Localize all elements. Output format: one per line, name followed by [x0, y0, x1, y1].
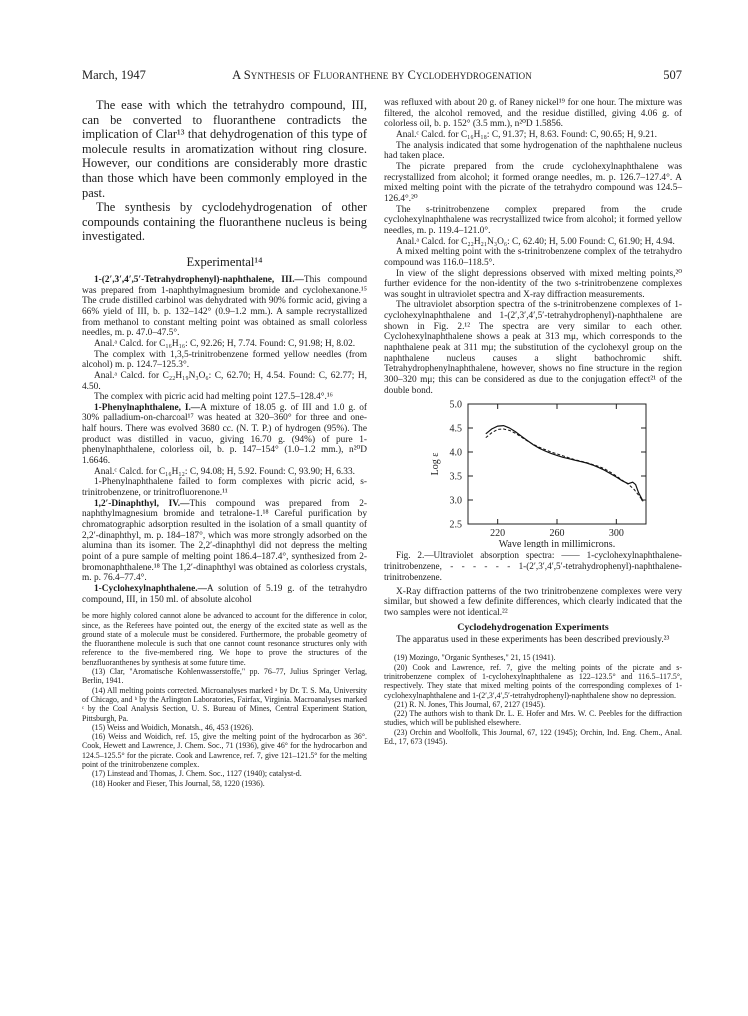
plot-frame — [468, 404, 646, 524]
y-tick-label: 4.0 — [449, 447, 462, 459]
footnote: (19) Mozingo, "Organic Syntheses," 21, 15 (1941). — [394, 653, 556, 663]
experimental-paragraph — [82, 403, 367, 467]
right-body — [384, 98, 682, 396]
paragraph-text: This compound was prepared from 1-naphthylmagnesium bromide and cyclohexanone.¹⁵ The crude distilled carbinol was dehydrated with 90% formic acid, giving a 66% yield of III, b. p. 132–142° (0.9–1.2 mm.). A sample recrystallized from methanol to constant melting point was obtained as small colorless needles, m. p. 47.0–47.5°. — [82, 274, 367, 339]
footnote: (15) Weiss and Woidich, Monatsh., 46, 453 (1926). — [92, 722, 254, 732]
paragraph-text: 1-Phenylnaphthalene failed to form complexes with picric acid, s-trinitrobenzene, or trinitrofluorenone.¹¹ — [82, 477, 367, 499]
figure-caption: Fig. 2.—Ultraviolet absorption spectra: —— 1-cyclohexylnaphthalene-trinitrobenzene, - - - - - - 1-(2′,3′,4′,5′-tetrahydrophenyl)-naphthalene-trinitrobenzene. — [384, 550, 682, 582]
experimental-paragraph — [82, 499, 367, 584]
uv-spectra-chart — [384, 398, 682, 548]
paragraph-text: Anal.ᵃ Calcd. for C₂₂H₁₉N₃O₆: C, 62.70; H, 4.54. Found: C, 62.77; H, 4.50. — [82, 370, 367, 392]
intro-paragraph: The synthesis by cyclodehydrogenation of other compounds containing the fluoranthene nucleus is being investigated. — [82, 200, 367, 244]
footnote: (18) Hooker and Fieser, This Journal, 58, 1220 (1936). — [92, 778, 265, 788]
xray-paragraph: X-Ray diffraction patterns of the two trinitrobenzene complexes were very similar, but showed a few definite differences, which clearly indicated that the two samples were not identical.²² — [384, 586, 682, 619]
footnote: (22) The authors wish to thank Dr. L. E. Hofer and Mrs. W. C. Peebles for the diffraction studies, which will be published elsewhere. — [384, 709, 682, 728]
paragraph-text: The complex with picric acid had melting point 127.5–128.4°.¹⁶ — [94, 392, 333, 403]
compound-heading: 1-Phenylnaphthalene, I.— — [94, 402, 201, 413]
running-head-date: March, 1947 — [82, 68, 146, 82]
x-axis-label: Wave length in millimicrons. — [498, 539, 616, 549]
right-paragraph: The picrate prepared from the crude cyclohexylnaphthalene was recrystallized from alcohol; it formed orange needles, m. p. 126.7–127.4°. A mixed melting point with the picrate of the tetrahydro compound was 124.5–126.4°.²⁰ — [384, 161, 682, 204]
footnote: (16) Weiss and Woidich, ref. 15, give the melting point of the hydrocarbon as 36°. Cook, Hewett and Lawrence, J. Chem. Soc., 71 (1936), give 46° for the hydrocarbon and 124.5–125.5° for the picrate. Cook and Lawrence, ref. 7, give 121–121.5° for the melting point of the trinitrobenzene complex. — [82, 732, 367, 770]
y-axis-label: Log ε — [430, 452, 441, 476]
left-column — [82, 98, 367, 788]
compound-heading: 1-(2′,3′,4′,5′-Tetrahydrophenyl)-naphthalene, III.— — [94, 274, 304, 285]
paragraph-text: A solution of 5.19 g. of the tetrahydro compound, III, in 150 ml. of absolute alcohol — [82, 583, 367, 605]
right-paragraph: The s-trinitrobenzene complex prepared from the crude cyclohexylnaphthalene was recrystallized twice from alcohol; it formed yellow needles, m. p. 119.4–121.0°. — [384, 204, 682, 236]
footnote: (21) R. N. Jones, This Journal, 67, 2127 (1945). — [394, 699, 546, 709]
y-tick-label: 3.0 — [449, 495, 462, 507]
footnotes-right — [384, 653, 682, 746]
intro-paragraph: The ease with which the tetrahydro compound, III, can be converted to fluoranthene contradicts the implication of Clar¹³ that dehydrogenation of this type of molecule results in aromatization without ring closure. However, our conditions are considerably more drastic than those which have been commonly employed in the past. — [82, 98, 367, 200]
compound-heading: 1,2′-Dinaphthyl, IV.— — [94, 498, 190, 509]
running-head-title: A Synthesis of Fluoranthene by Cyclodehydrogenation — [232, 68, 532, 82]
paragraph-text: This compound was prepared from 2-naphthylmagnesium bromide and tetralone-1.¹⁸ Careful purification by chromatographic adsorption resulted in the isolation of a small quantity of 2,2′-dinaphthyl, m. p. 184–187°, which was more strongly adsorbed on the alumina than its isomer. The 2,2′-dinaphthyl did not depress the melting point of a pure sample of melting point 186.4–187.4°, synthesized from 2-bromonaphthalene.¹⁸ The 1,2′-dinaphthyl was obtained as colorless crystals, m. p. 76.4–77.4°. — [82, 498, 367, 584]
page-number: 507 — [663, 68, 682, 82]
x-tick-label: 260 — [549, 528, 565, 540]
experimental-body — [82, 275, 367, 605]
right-paragraph: Anal.ᶜ Calcd. for C₁₆H₁₈: C, 91.37; H, 8.63. Found: C, 90.65; H, 9.21. — [396, 129, 657, 140]
paragraph-text: A mixture of 18.05 g. of III and 1.0 g. of 30% palladium-on-charcoal¹⁷ was heated at 320–360° for three and one-half hours. There was evolved 3680 cc. (N. T. P.) of hydrogen (95%). The product was distilled in vacuo, giving 16.70 g. (94%) of pure 1-phenylnaphthalene, colorless oil, b. p. 147–154° (1.0–1.2 mm.), n²⁰D 1.6646. — [82, 402, 367, 467]
experimental-heading: Experimental¹⁴ — [186, 254, 263, 269]
right-paragraph: Anal.ᵃ Calcd. for C₂₂H₂₁N₃O₆: C, 62.40; H, 5.00 Found: C, 61.90; H, 4.94. — [396, 236, 675, 247]
footnotes-left — [82, 611, 367, 788]
y-tick-label: 3.5 — [449, 471, 462, 483]
footnote: (20) Cook and Lawrence, ref. 7, give the melting points of the picrate and s-trinitrobenzene complex of 1-cyclohexylnaphthalene as 122–123.5° and 116.5–117.5°, respectively. They state that mixed melting points of the corresponding complexes of 1-cyclohexylnaphthalene and 1-(2′,3′,4′,5′-tetrahydrophenyl)-naphthalene show no depression. — [384, 662, 682, 700]
experimental-paragraph — [82, 392, 367, 403]
series-line-cyclohexyl — [486, 426, 643, 501]
right-paragraph: was refluxed with about 20 g. of Raney nickel¹⁹ for one hour. The mixture was filtered, the alcohol removed, and the residue distilled, giving 4.06 g. of colorless oil, b. p. 152° (3.5 mm.), n²⁰D 1.5856. — [384, 98, 682, 130]
y-tick-label: 2.5 — [449, 519, 462, 531]
experimental-paragraph — [82, 584, 367, 605]
right-paragraph: The analysis indicated that some hydrogenation of the naphthalene nucleus had taken place. — [384, 140, 682, 162]
cyclodehydrogenation-heading: Cyclodehydrogenation Experiments — [457, 621, 609, 633]
footnote: (13) Clar, "Aromatische Kohlenwasserstoffe," pp. 76–77, Julius Springer Verlag, Berlin, 1941. — [82, 667, 367, 686]
footnote: (17) Linstead and Thomas, J. Chem. Soc., 1127 (1940); catalyst-d. — [92, 769, 302, 779]
footnote: be more highly colored cannot alone be advanced to account for the difference in color, since, as the Referees have pointed out, the energy of the excited state as well as the ground state of a molecule must be considered. Furthermore, the probable geometry of the fluoranthene molecule is such that one cannot count resonance structures only with reference to the five-membered ring. We hope to prove the structures of the benzfluoranthenes by synthesis at some future time. — [82, 611, 367, 667]
experimental-paragraph — [82, 275, 367, 339]
right-column — [384, 98, 682, 746]
experimental-paragraph — [82, 467, 367, 478]
x-tick-label: 220 — [490, 528, 506, 540]
footnote: (14) All melting points corrected. Microanalyses marked ᵃ by Dr. T. S. Ma, University of Chicago, and ᵇ by the Arlington Laboratories, Fairfax, Virginia. Macroanalyses marked ᶜ by the Coal Analysis Section, U. S. Bureau of Mines, Central Experiment Station, Pittsburgh, Pa. — [82, 685, 367, 723]
y-tick-label: 5.0 — [449, 399, 462, 411]
figure-2 — [384, 398, 682, 548]
apparatus-paragraph: The apparatus used in these experiments has been described previously.²³ — [396, 634, 670, 645]
paragraph-text: The complex with 1,3,5-trinitrobenzene formed yellow needles (from alcohol) m. p. 124.7–125.3°. — [82, 349, 367, 371]
footnote: (23) Orchin and Woolfolk, This Journal, 67, 122 (1945); Orchin, Ind. Eng. Chem., Anal. Ed., 17, 673 (1945). — [384, 727, 682, 747]
x-tick-label: 300 — [608, 528, 624, 540]
paragraph-text: Anal.ᶜ Calcd. for C₁₆H₁₂: C, 94.08; H, 5.92. Found: C, 93.90; H, 6.33. — [94, 466, 355, 477]
compound-heading: 1-Cyclohexylnaphthalene.— — [94, 583, 207, 594]
running-head — [82, 68, 682, 84]
experimental-paragraph — [82, 339, 367, 350]
paragraph-text: Anal.ᵃ Calcd. for C₁₆H₁₆: C, 92.26; H, 7.74. Found: C, 91.98; H, 8.02. — [94, 338, 356, 349]
right-paragraph: A mixed melting point with the s-trinitrobenzene complex of the tetrahydro compound was 116.0–118.5°. — [384, 247, 682, 268]
right-paragraph: The ultraviolet absorption spectra of the s-trinitrobenzene complexes of 1-cyclohexylnaphthalene and 1-(2′,3′,4′,5′-tetrahydrophenyl)-naphthalene are shown in Fig. 2.¹² The spectra are very similar to each other. Cyclohexylnaphthalene shows a peak at 313 mμ, which corresponds to the naphthalene peak at 311 mμ; the substitution of the cyclohexyl group on the naphthalene nucleus causes a slight bathochromic shift. Tetrahydrophenylnaphthalene, however, shows no fine structure in the region 300–320 mμ; this can be considered as due to the conjugation effect²¹ of the double bond. — [384, 300, 682, 396]
y-tick-label: 4.5 — [449, 423, 462, 435]
experimental-paragraph — [82, 371, 367, 392]
experimental-paragraph — [82, 477, 367, 498]
experimental-paragraph — [82, 350, 367, 371]
series-line-tetrahydrophenyl — [486, 429, 643, 501]
right-paragraph: In view of the slight depressions observed with mixed melting points,²⁰ further evidence for the non-identity of the two s-trinitrobenzene complexes was sought in ultraviolet spectra and X-ray diffraction measurements. — [384, 268, 682, 300]
